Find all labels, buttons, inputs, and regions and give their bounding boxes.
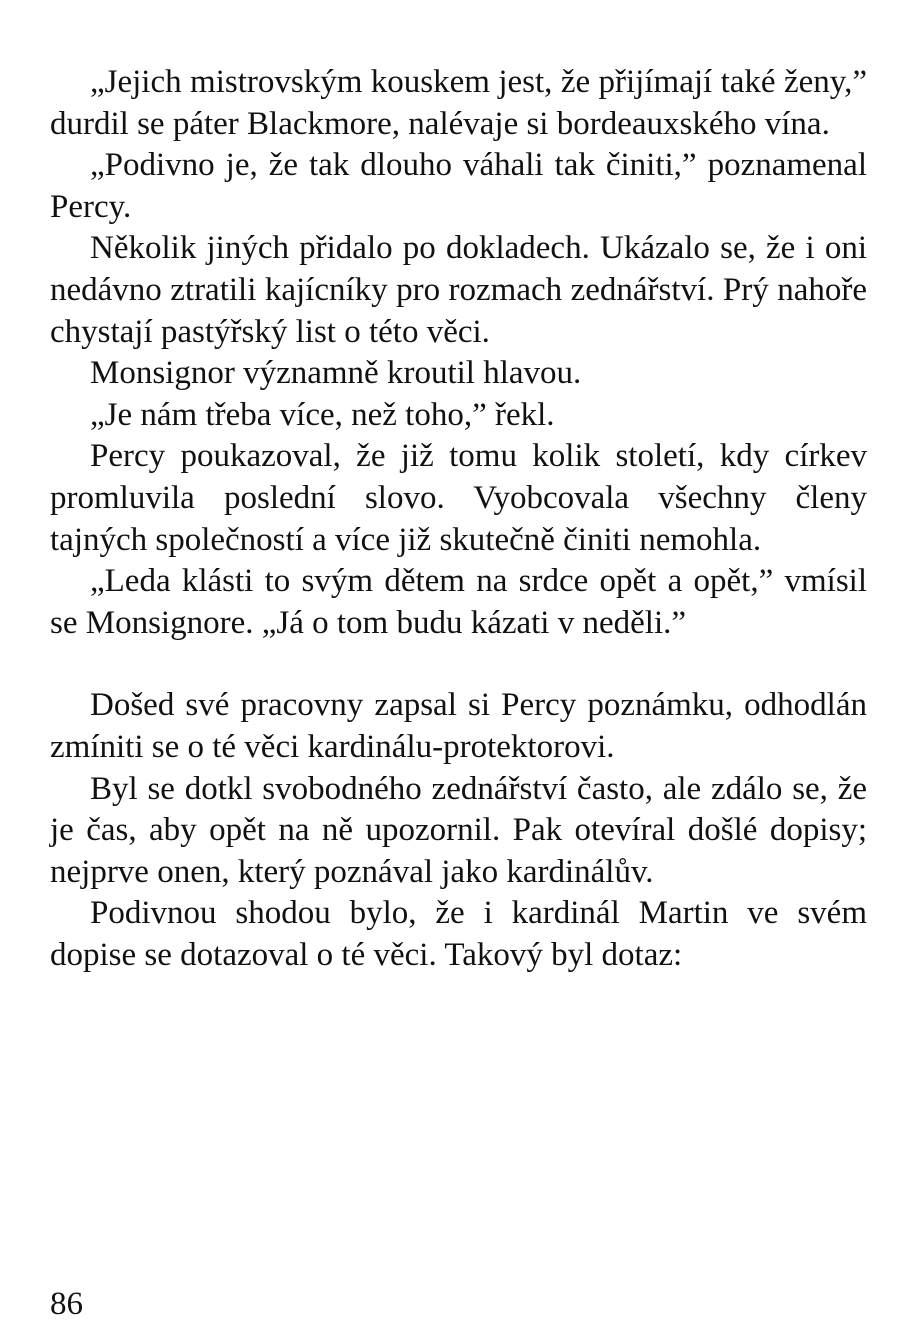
paragraph: Percy poukazoval, že již tomu kolik století, kdy církev promluvila poslední slovo. Vyobcovala všechny členy tajných společností a více již skutečně činiti nemohla. xyxy=(50,438,867,558)
paragraph: „Podivno je, že tak dlouho váhali tak činiti,” poznamenal Percy. xyxy=(50,147,867,225)
section-1 xyxy=(50,62,867,644)
paragraph: Došed své pracovny zapsal si Percy poznámku, odhodlán zmíniti se o té věci kardinálu-protektorovi. xyxy=(50,687,867,765)
paragraph: „Leda klásti to svým dětem na srdce opět a opět,” vmísil se Monsignore. „Já o tom budu kázati v neděli.” xyxy=(50,563,867,641)
section-break xyxy=(50,644,867,685)
paragraph: Několik jiných přidalo po dokladech. Ukázalo se, že i oni nedávno ztratili kajícníky pro rozmach zednářství. Prý nahoře chystají pastýřský list o této věci. xyxy=(50,230,867,350)
paragraph: Byl se dotkl svobodného zednářství často, ale zdálo se, že je čas, aby opět na ně upozornil. Pak otevíral došlé dopisy; nejprve onen, který poznával jako kardinálův. xyxy=(50,770,867,890)
paragraph: Monsignor významně kroutil hlavou. xyxy=(90,355,582,392)
book-page xyxy=(50,62,867,976)
paragraph: „Je nám třeba více, než toho,” řekl. xyxy=(90,396,555,433)
section-2 xyxy=(50,685,867,976)
page-number: 86 xyxy=(50,1286,83,1322)
paragraph: Podivnou shodou bylo, že i kardinál Martin ve svém dopise se dotazoval o té věci. Takový byl dotaz: xyxy=(50,895,867,973)
paragraph: „Jejich mistrovským kouskem jest, že přijímají také ženy,” durdil se páter Blackmore, nalévaje si bordeauxského vína. xyxy=(50,64,867,142)
